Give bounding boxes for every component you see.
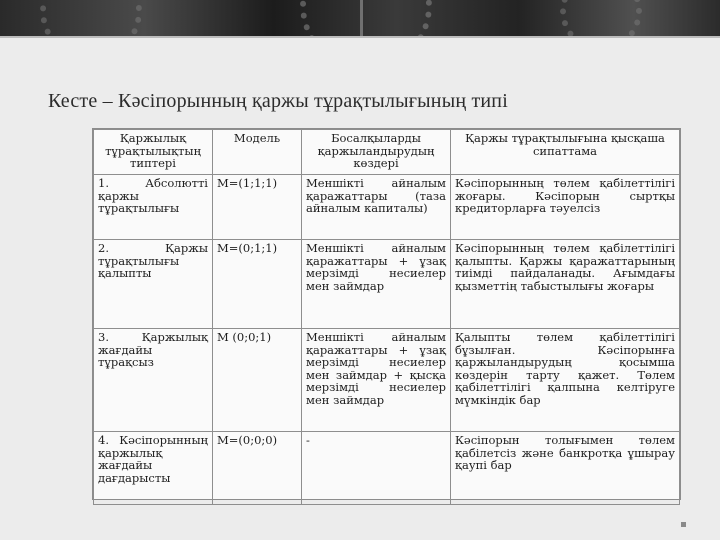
table-row xyxy=(94,175,680,240)
cell-model: М=(0;1;1) xyxy=(213,240,302,329)
gear-decoration-icon xyxy=(40,0,142,36)
header-banner xyxy=(0,0,720,36)
cell-description: Кәсіпорынның төлем қабілеттілігі қалыпты. Қаржы қаражаттарының тиімді пайдаланады. Ағымдағы қызметтің табыстылығы жоғары xyxy=(451,240,680,329)
header-stability-type: Қаржылық тұрақтылықтың типтері xyxy=(94,130,213,175)
stability-table-container xyxy=(92,128,681,500)
footer-marker xyxy=(681,522,686,527)
gear-decoration-icon xyxy=(300,0,432,36)
table-row xyxy=(94,329,680,432)
header-model: Модель xyxy=(213,130,302,175)
cell-description: Кәсіпорын толығымен төлем қабілетсіз және банкротқа ұшырау қаупі бар xyxy=(451,432,680,505)
cell-description: Кәсіпорынның төлем қабілеттілігі жоғары. Кәсіпорын сыртқы кредиторларға тәуелсіз xyxy=(451,175,680,240)
table-row xyxy=(94,240,680,329)
banner-divider xyxy=(360,0,363,36)
cell-type: 1. Абсолютті қаржы тұрақтылығы xyxy=(94,175,213,240)
slide-title: Кесте – Кәсіпорынның қаржы тұрақтылығының типі xyxy=(48,90,508,112)
gear-decoration-icon xyxy=(560,0,642,36)
cell-source: - xyxy=(302,432,451,505)
cell-type: 3. Қаржылық жағдайы тұрақсыз xyxy=(94,329,213,432)
table-row xyxy=(94,432,680,505)
header-accent-line xyxy=(0,36,720,38)
cell-model: М=(1;1;1) xyxy=(213,175,302,240)
cell-type: 2. Қаржы тұрақтылығы қалыпты xyxy=(94,240,213,329)
table-header-row xyxy=(94,130,680,175)
header-description: Қаржы тұрақтылығына қысқаша сипаттама xyxy=(451,130,680,175)
cell-model: М=(0;0;0) xyxy=(213,432,302,505)
cell-source: Меншікті айналым қаражаттары + ұзақ мерзімді несиелер мен займдар xyxy=(302,240,451,329)
cell-model: М (0;0;1) xyxy=(213,329,302,432)
header-financing-sources: Босалқыларды қаржыландырудың көздері xyxy=(302,130,451,175)
cell-type: 4. Кәсіпорынның қаржылық жағдайы дағдарысты xyxy=(94,432,213,505)
cell-source: Меншікті айналым қаражаттары + ұзақ мерзімді несиелер мен займдар + қысқа мерзімді несиелер мен займдар xyxy=(302,329,451,432)
cell-source: Меншікті айналым қаражаттары (таза айналым капиталы) xyxy=(302,175,451,240)
cell-description: Қалыпты төлем қабілеттілігі бұзылған. Кәсіпорынға қаржыландырудың қосымша көздерін тарту қажет. Төлем қабілеттілігі қалпына келтіруге мүмкіндік бар xyxy=(451,329,680,432)
stability-table xyxy=(93,129,680,505)
